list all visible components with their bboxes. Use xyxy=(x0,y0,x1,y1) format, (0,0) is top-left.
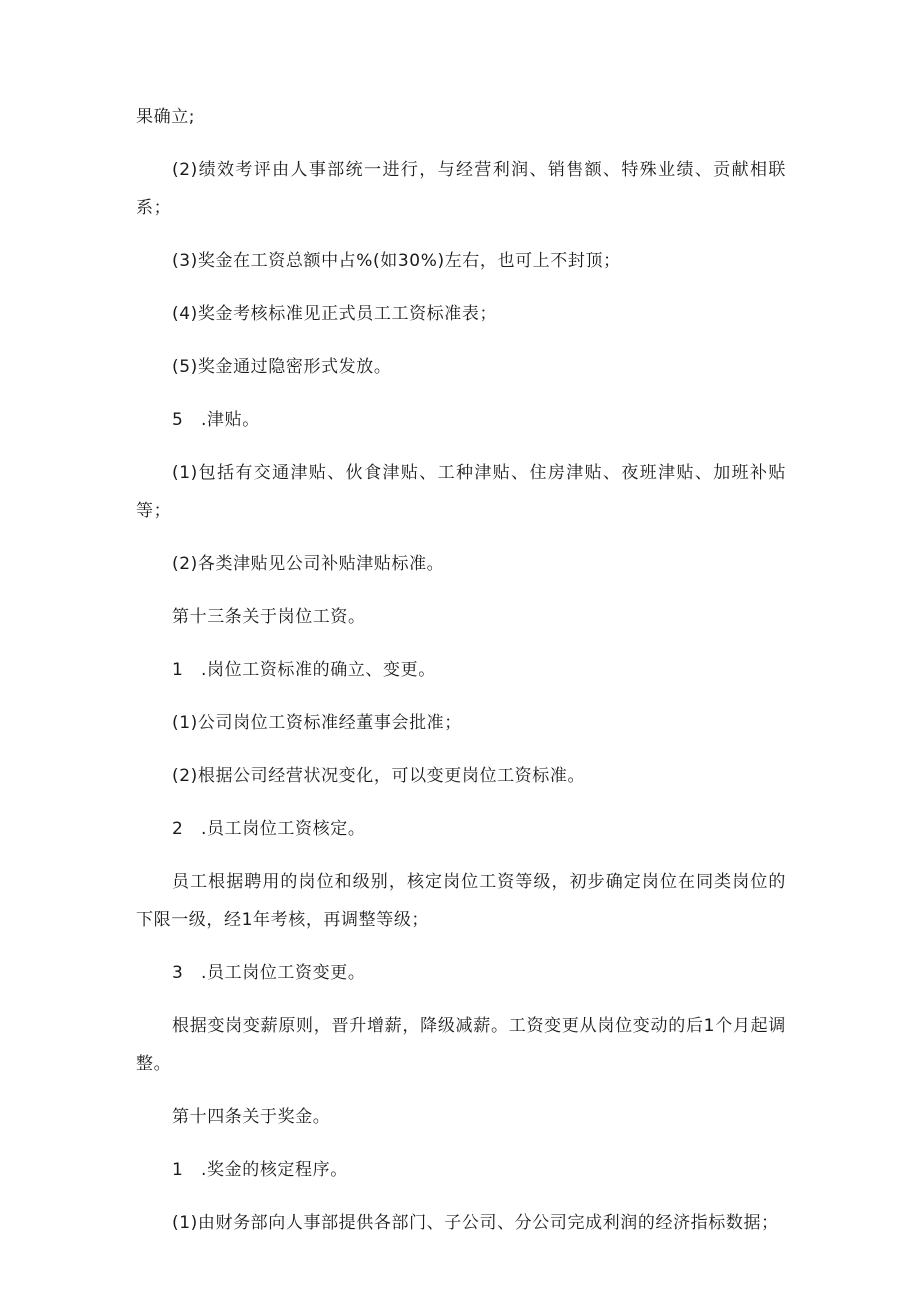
document-body xyxy=(136,98,786,1257)
paragraph: (5)奖金通过隐密形式发放。 xyxy=(172,357,392,377)
paragraph: (1)由财务部向人事部提供各部门、子公司、分公司完成利润的经济指标数据； xyxy=(172,1213,779,1233)
paragraph: (4)奖金考核标准见正式员工工资标准表； xyxy=(172,304,498,324)
section-heading: 1 .奖金的核定程序。 xyxy=(172,1160,348,1180)
paragraph: 员工根据聘用的岗位和级别，核定岗位工资等级，初步确定岗位在同类岗位的下限一级，经1年考核，再调整等级； xyxy=(136,872,786,930)
paragraph: (2)根据公司经营状况变化，可以变更岗位工资标准。 xyxy=(172,766,586,786)
paragraph: 果确立; xyxy=(136,107,196,127)
section-heading: 5 .津贴。 xyxy=(172,410,260,430)
paragraph: (2)绩效考评由人事部统一进行，与经营利润、销售额、特殊业绩、贡献相联系； xyxy=(136,160,786,218)
paragraph: (1)公司岗位工资标准经董事会批准； xyxy=(172,713,462,733)
section-heading: 1 .岗位工资标准的确立、变更。 xyxy=(172,660,436,680)
article-heading: 第十三条关于岗位工资。 xyxy=(172,607,366,627)
paragraph: (3)奖金在工资总额中占%(如30%)左右，也可上不封顶； xyxy=(172,251,621,271)
article-heading: 第十四条关于奖金。 xyxy=(172,1107,331,1127)
paragraph: (2)各类津贴见公司补贴津贴标准。 xyxy=(172,554,445,574)
paragraph: (1)包括有交通津贴、伙食津贴、工种津贴、住房津贴、夜班津贴、加班补贴等； xyxy=(136,463,786,521)
section-heading: 3 .员工岗位工资变更。 xyxy=(172,963,366,983)
section-heading: 2 .员工岗位工资核定。 xyxy=(172,819,366,839)
paragraph: 根据变岗变薪原则，晋升增薪，降级减薪。工资变更从岗位变动的后1个月起调整。 xyxy=(136,1016,786,1074)
